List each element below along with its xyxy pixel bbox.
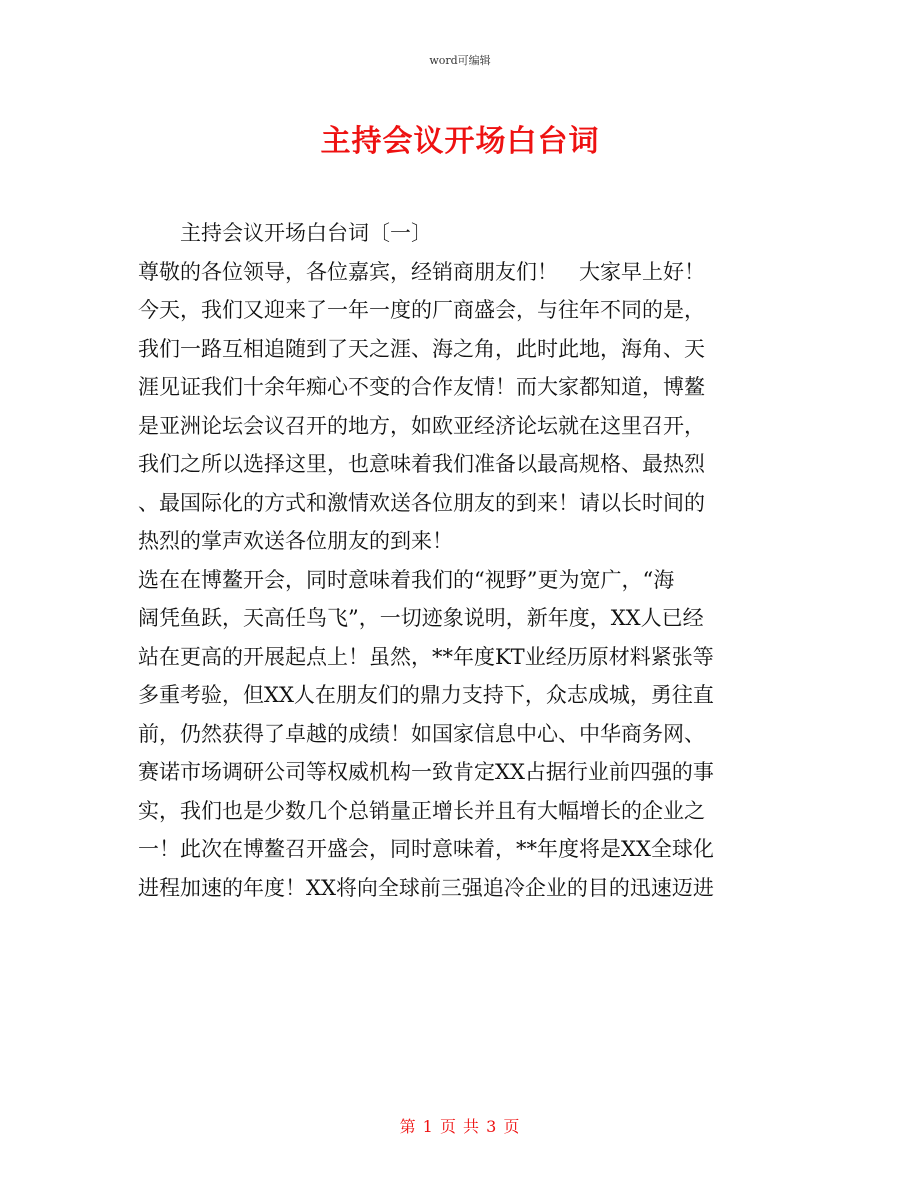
body-line: 站在更高的开展起点上！虽然，**年度KT业经历原材料紧张等 [138, 644, 714, 669]
body-line: 实，我们也是少数几个总销量正增长并且有大幅增长的企业之 [138, 798, 705, 823]
body-line: 多重考验，但XX人在朋友们的鼎力支持下，众志成城，勇往直 [138, 683, 714, 707]
document-title: 主持会议开场白台词 [320, 124, 600, 159]
body-line: 进程加速的年度！XX将向全球前三强追冷企业的目的迅速迈进 [138, 875, 714, 900]
body-line: 选在在博鳌开会，同时意味着我们的“视野”更为宽广，“海 [138, 567, 675, 592]
body-line: 热烈的掌声欢送各位朋友的到来！ [138, 529, 453, 553]
header-note: word可编辑 [429, 54, 491, 67]
section-subheading: 主持会议开场白台词〔一〕 [180, 221, 432, 245]
body-line: 、最国际化的方式和激情欢送各位朋友的到来！请以长时间的 [138, 490, 705, 515]
body-line: 今天，我们又迎来了一年一度的厂商盛会，与往年不同的是， [138, 298, 705, 322]
body-line: 是亚洲论坛会议召开的地方，如欧亚经济论坛就在这里召开， [138, 413, 705, 438]
body-line: 阔凭鱼跃，天高任鸟飞”，一切迹象说明，新年度，XX人已经 [138, 606, 704, 630]
document-body [138, 214, 788, 907]
body-line: 尊敬的各位领导，各位嘉宾，经销商朋友们！ 大家早上好！ [138, 259, 705, 284]
body-line: 我们之所以选择这里，也意味着我们准备以最高规格、最热烈 [138, 452, 705, 476]
body-line: 赛诺市场调研公司等权威机构一致肯定XX占据行业前四强的事 [138, 760, 714, 784]
body-line: 前，仍然获得了卓越的成绩！如国家信息中心、中华商务网、 [138, 721, 705, 746]
page-footer: 第 1 页 共 3 页 [399, 1117, 521, 1136]
body-line: 涯见证我们十余年痴心不变的合作友情！而大家都知道，博鳌 [138, 375, 705, 399]
body-line: 我们一路互相追随到了天之涯、海之角，此时此地，海角、天 [138, 336, 705, 361]
body-line: 一！此次在博鳌召开盛会，同时意味着，**年度将是XX全球化 [138, 837, 714, 861]
